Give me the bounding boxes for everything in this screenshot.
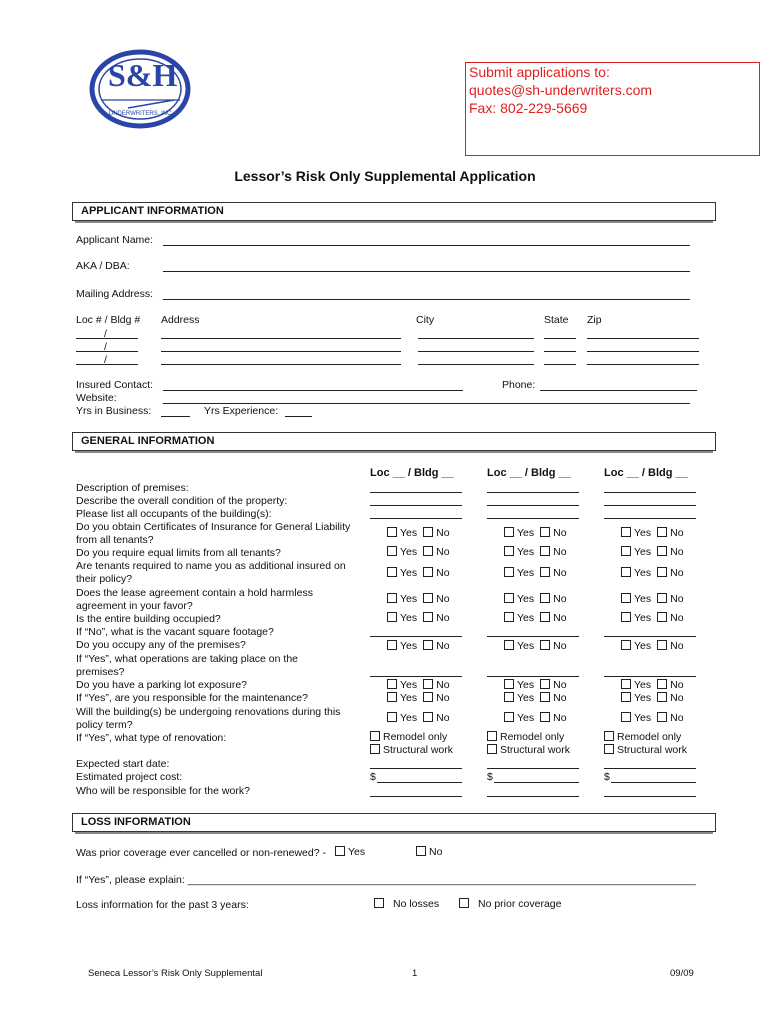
no-checkbox[interactable] <box>657 612 667 622</box>
no-checkbox[interactable] <box>657 692 667 702</box>
equal-limits-yes-no-2[interactable]: Yes No <box>504 546 567 559</box>
page-title: Lessor’s Risk Only Supplemental Application <box>234 168 536 184</box>
company-logo <box>88 48 193 130</box>
no-checkbox[interactable] <box>657 546 667 556</box>
condition-field-2[interactable] <box>487 505 579 506</box>
maintenance-yes-no-2[interactable]: Yes No <box>504 692 567 705</box>
question-line: If “Yes”, what operations are taking place on the <box>76 653 298 665</box>
yes-checkbox[interactable] <box>387 692 397 702</box>
question-line: premises? <box>76 666 125 678</box>
past-3-years-label: Loss information for the past 3 years: <box>76 899 249 911</box>
loc-slash-3: / <box>104 354 107 366</box>
no-checkbox[interactable] <box>540 640 550 650</box>
yes-checkbox[interactable] <box>504 527 514 537</box>
address-field-3[interactable] <box>161 364 401 365</box>
start-date-field-1[interactable] <box>370 768 462 769</box>
logo-tagline: UNDERWRITERS, INC. <box>108 111 174 117</box>
additional-insured-yes-no-2[interactable]: Yes No <box>504 567 567 580</box>
no-checkbox[interactable] <box>423 527 433 537</box>
no-checkbox[interactable] <box>423 567 433 577</box>
remodel-checkbox[interactable] <box>604 731 614 741</box>
coi-yes-no-2[interactable]: Yes No <box>504 527 567 540</box>
yes-checkbox[interactable] <box>621 546 631 556</box>
structural-option-2[interactable]: Structural work <box>487 744 570 757</box>
structural-option-1[interactable]: Structural work <box>370 744 453 757</box>
yrs-business-label: Yrs in Business: <box>76 405 152 417</box>
no-checkbox[interactable] <box>540 567 550 577</box>
loss-header-text: LOSS INFORMATION <box>81 816 191 828</box>
cost-dollar-3: $ <box>604 771 610 783</box>
footer-form-name: Seneca Lessor’s Risk Only Supplemental <box>88 968 263 979</box>
no-checkbox[interactable] <box>423 640 433 650</box>
occupants-field-2[interactable] <box>487 518 579 519</box>
yes-checkbox[interactable] <box>504 640 514 650</box>
address-field-2[interactable] <box>161 351 401 352</box>
city-col-label: City <box>416 314 435 326</box>
explain-label[interactable]: If “Yes”, please explain: _______________________________________________________________________________________ <box>76 874 696 886</box>
question-line: their policy? <box>76 573 133 585</box>
cost-dollar-2: $ <box>487 771 493 783</box>
yes-checkbox[interactable] <box>504 692 514 702</box>
yes-checkbox[interactable] <box>387 546 397 556</box>
loss-section-header <box>72 813 716 832</box>
no-checkbox[interactable] <box>540 593 550 603</box>
question-line: Describe the overall condition of the property: <box>76 495 288 507</box>
remodel-checkbox[interactable] <box>370 731 380 741</box>
hold-harmless-yes-no-2[interactable]: Yes No <box>504 593 567 606</box>
yes-checkbox[interactable] <box>387 567 397 577</box>
phone-label: Phone: <box>502 379 536 391</box>
footer-date: 09/09 <box>670 968 694 979</box>
coi-yes-no-1[interactable]: Yes No <box>387 527 450 540</box>
loc-bldg-column-2: Loc __ / Bldg __ <box>487 467 571 479</box>
yes-checkbox[interactable] <box>387 640 397 650</box>
no-losses-option[interactable]: No losses <box>374 898 439 911</box>
no-checkbox[interactable] <box>657 593 667 603</box>
loc-bldg-column-3: Loc __ / Bldg __ <box>604 467 688 479</box>
zip-field-1[interactable] <box>587 338 699 339</box>
prior-coverage-question: Was prior coverage ever cancelled or non-renewed? - <box>76 847 326 859</box>
maintenance-yes-no-1[interactable]: Yes No <box>387 692 450 705</box>
loc-slash-2: / <box>104 341 107 353</box>
occupants-field-3[interactable] <box>604 518 696 519</box>
loc-field-2[interactable] <box>76 351 138 352</box>
no-checkbox[interactable] <box>423 612 433 622</box>
parking-yes-no-3[interactable]: Yes No <box>621 679 684 692</box>
occupied-yes-no-3[interactable]: Yes No <box>621 612 684 625</box>
occupy-yes-no-2[interactable]: Yes No <box>504 640 567 653</box>
address-col-label: Address <box>161 314 200 326</box>
condition-field-1[interactable] <box>370 505 462 506</box>
renovations-yes-no-1[interactable]: Yes No <box>387 712 450 725</box>
state-field-1[interactable] <box>544 338 576 339</box>
state-col-label: State <box>544 314 569 326</box>
address-field-1[interactable] <box>161 338 401 339</box>
coi-yes-no-3[interactable]: Yes No <box>621 527 684 540</box>
no-checkbox[interactable] <box>540 679 550 689</box>
no-losses-checkbox[interactable] <box>374 898 384 908</box>
cost-field-2[interactable] <box>494 782 579 783</box>
remodel-option-3[interactable]: Remodel only <box>604 731 681 744</box>
applicant-section-header <box>72 202 716 221</box>
zip-field-2[interactable] <box>587 351 699 352</box>
logo-monogram: S&H <box>108 57 178 93</box>
no-prior-coverage-checkbox[interactable] <box>459 898 469 908</box>
prior-cancelled-no[interactable]: No <box>416 846 442 859</box>
state-field-2[interactable] <box>544 351 576 352</box>
submit-line-1: Submit applications to: <box>469 64 610 80</box>
question-line: Is the entire building occupied? <box>76 613 221 625</box>
question-line: Who will be responsible for the work? <box>76 785 250 797</box>
yes-checkbox[interactable] <box>387 679 397 689</box>
yes-checkbox[interactable] <box>621 640 631 650</box>
structural-checkbox[interactable] <box>370 744 380 754</box>
question-line: from all tenants? <box>76 534 154 546</box>
parking-yes-no-2[interactable]: Yes No <box>504 679 567 692</box>
no-checkbox[interactable] <box>423 593 433 603</box>
general-header-text: GENERAL INFORMATION <box>81 435 215 447</box>
start-date-field-2[interactable] <box>487 768 579 769</box>
mailing-address-label: Mailing Address: <box>76 288 154 300</box>
yes-checkbox[interactable] <box>504 546 514 556</box>
applicant-header-text: APPLICANT INFORMATION <box>81 205 224 217</box>
remodel-checkbox[interactable] <box>487 731 497 741</box>
premises-desc-field-1[interactable] <box>370 492 462 493</box>
question-line: Estimated project cost: <box>76 771 183 783</box>
occupy-yes-no-3[interactable]: Yes No <box>621 640 684 653</box>
yes-checkbox[interactable] <box>504 612 514 622</box>
submit-instructions-box <box>465 62 760 156</box>
website-field[interactable] <box>163 403 690 404</box>
additional-insured-yes-no-3[interactable]: Yes No <box>621 567 684 580</box>
yes-checkbox[interactable] <box>621 692 631 702</box>
question-line: Description of premises: <box>76 482 189 494</box>
renovations-yes-no-2[interactable]: Yes No <box>504 712 567 725</box>
no-checkbox[interactable] <box>416 846 426 856</box>
yrs-business-field[interactable] <box>161 416 190 417</box>
phone-field[interactable] <box>540 390 697 391</box>
no-checkbox[interactable] <box>423 679 433 689</box>
additional-insured-yes-no-1[interactable]: Yes No <box>387 567 450 580</box>
vacant-sqft-field-2[interactable] <box>487 636 579 637</box>
equal-limits-yes-no-3[interactable]: Yes No <box>621 546 684 559</box>
question-line: Are tenants required to name you as additional insured on <box>76 560 346 572</box>
cost-field-3[interactable] <box>611 782 696 783</box>
question-line: Do you occupy any of the premises? <box>76 639 246 651</box>
no-checkbox[interactable] <box>423 692 433 702</box>
no-checkbox[interactable] <box>423 712 433 722</box>
yrs-experience-field[interactable] <box>285 416 312 417</box>
structural-checkbox[interactable] <box>487 744 497 754</box>
question-line: Do you require equal limits from all tenants? <box>76 547 281 559</box>
responsible-field-1[interactable] <box>370 796 462 797</box>
yes-checkbox[interactable] <box>387 593 397 603</box>
no-checkbox[interactable] <box>540 692 550 702</box>
loc-slash-1: / <box>104 328 107 340</box>
yes-checkbox[interactable] <box>621 593 631 603</box>
question-line: Does the lease agreement contain a hold harmless <box>76 587 313 599</box>
occupy-yes-no-1[interactable]: Yes No <box>387 640 450 653</box>
yes-checkbox[interactable] <box>621 612 631 622</box>
occupants-field-1[interactable] <box>370 518 462 519</box>
operations-field-1[interactable] <box>370 676 462 677</box>
equal-limits-yes-no-1[interactable]: Yes No <box>387 546 450 559</box>
applicant-name-field[interactable] <box>163 245 690 246</box>
premises-desc-field-2[interactable] <box>487 492 579 493</box>
vacant-sqft-field-1[interactable] <box>370 636 462 637</box>
question-line: policy term? <box>76 719 133 731</box>
question-line: agreement in your favor? <box>76 600 193 612</box>
question-line: Please list all occupants of the building(s): <box>76 508 272 520</box>
loc-field-3[interactable] <box>76 364 138 365</box>
no-checkbox[interactable] <box>657 527 667 537</box>
submit-fax: Fax: 802-229-5669 <box>469 100 588 116</box>
no-checkbox[interactable] <box>540 612 550 622</box>
condition-field-3[interactable] <box>604 505 696 506</box>
loc-bldg-column-1: Loc __ / Bldg __ <box>370 467 454 479</box>
no-checkbox[interactable] <box>657 567 667 577</box>
remodel-option-2[interactable]: Remodel only <box>487 731 564 744</box>
website-label: Website: <box>76 392 117 404</box>
no-checkbox[interactable] <box>540 527 550 537</box>
responsible-field-2[interactable] <box>487 796 579 797</box>
yes-checkbox[interactable] <box>387 527 397 537</box>
aka-dba-label: AKA / DBA: <box>76 260 130 272</box>
zip-field-3[interactable] <box>587 364 699 365</box>
city-field-1[interactable] <box>418 338 534 339</box>
yes-checkbox[interactable] <box>621 679 631 689</box>
question-line: If “Yes”, what type of renovation: <box>76 732 227 744</box>
no-prior-coverage-option[interactable]: No prior coverage <box>459 898 561 911</box>
applicant-name-label: Applicant Name: <box>76 234 154 246</box>
yes-checkbox[interactable] <box>621 527 631 537</box>
no-checkbox[interactable] <box>657 679 667 689</box>
premises-desc-field-3[interactable] <box>604 492 696 493</box>
no-checkbox[interactable] <box>423 546 433 556</box>
responsible-field-3[interactable] <box>604 796 696 797</box>
no-checkbox[interactable] <box>540 712 550 722</box>
yes-checkbox[interactable] <box>335 846 345 856</box>
loc-field-1[interactable] <box>76 338 138 339</box>
question-line: If “Yes”, are you responsible for the maintenance? <box>76 692 308 704</box>
operations-field-2[interactable] <box>487 676 579 677</box>
yes-checkbox[interactable] <box>504 712 514 722</box>
question-line: If “No”, what is the vacant square footage? <box>76 626 274 638</box>
parking-yes-no-1[interactable]: Yes No <box>387 679 450 692</box>
no-checkbox[interactable] <box>657 640 667 650</box>
hold-harmless-yes-no-1[interactable]: Yes No <box>387 593 450 606</box>
question-line: Do you obtain Certificates of Insurance for General Liability <box>76 521 351 533</box>
no-checkbox[interactable] <box>657 712 667 722</box>
question-line: Will the building(s) be undergoing renovations during this <box>76 706 341 718</box>
mailing-address-field[interactable] <box>163 299 690 300</box>
yes-checkbox[interactable] <box>387 612 397 622</box>
structural-checkbox[interactable] <box>604 744 614 754</box>
yes-checkbox[interactable] <box>504 593 514 603</box>
cost-field-1[interactable] <box>377 782 462 783</box>
yes-checkbox[interactable] <box>504 679 514 689</box>
submit-email: quotes@sh-underwriters.com <box>469 82 653 98</box>
operations-field-3[interactable] <box>604 676 696 677</box>
structural-option-3[interactable]: Structural work <box>604 744 687 757</box>
yes-checkbox[interactable] <box>621 712 631 722</box>
aka-dba-field[interactable] <box>163 271 690 272</box>
hold-harmless-yes-no-3[interactable]: Yes No <box>621 593 684 606</box>
start-date-field-3[interactable] <box>604 768 696 769</box>
remodel-option-1[interactable]: Remodel only <box>370 731 447 744</box>
vacant-sqft-field-3[interactable] <box>604 636 696 637</box>
no-checkbox[interactable] <box>540 546 550 556</box>
occupied-yes-no-2[interactable]: Yes No <box>504 612 567 625</box>
state-field-3[interactable] <box>544 364 576 365</box>
yes-checkbox[interactable] <box>621 567 631 577</box>
zip-col-label: Zip <box>587 314 602 326</box>
cost-dollar-1: $ <box>370 771 376 783</box>
footer-page-number: 1 <box>412 968 418 979</box>
occupied-yes-no-1[interactable]: Yes No <box>387 612 450 625</box>
loc-bldg-label: Loc # / Bldg # <box>76 314 141 326</box>
general-section-header <box>72 432 716 451</box>
city-field-2[interactable] <box>418 351 534 352</box>
question-line: Expected start date: <box>76 758 170 770</box>
yes-checkbox[interactable] <box>504 567 514 577</box>
insured-contact-label: Insured Contact: <box>76 379 154 391</box>
yrs-experience-label: Yrs Experience: <box>204 405 279 417</box>
yes-checkbox[interactable] <box>387 712 397 722</box>
prior-cancelled-yes[interactable]: Yes <box>335 846 365 859</box>
renovations-yes-no-3[interactable]: Yes No <box>621 712 684 725</box>
question-line: Do you have a parking lot exposure? <box>76 679 248 691</box>
maintenance-yes-no-3[interactable]: Yes No <box>621 692 684 705</box>
city-field-3[interactable] <box>418 364 534 365</box>
insured-contact-field[interactable] <box>163 390 463 391</box>
